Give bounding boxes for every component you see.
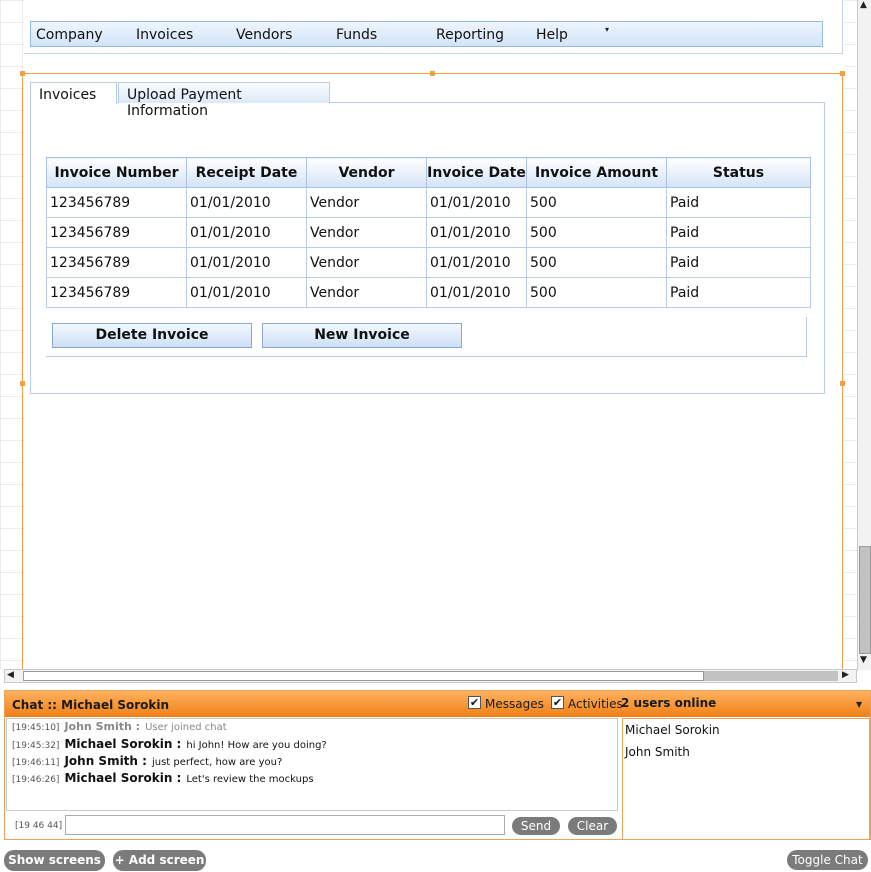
online-user[interactable]: John Smith — [625, 745, 690, 759]
horizontal-scroll-thumb[interactable] — [23, 671, 704, 681]
resize-handle[interactable] — [840, 71, 845, 76]
table-row[interactable] — [47, 188, 811, 218]
online-users-list — [622, 718, 870, 840]
message-text: just perfect, how are you? — [151, 757, 283, 768]
send-button[interactable]: Send — [512, 817, 560, 835]
table-row[interactable] — [47, 248, 811, 278]
table-header-row — [47, 158, 811, 188]
online-user[interactable]: Michael Sorokin — [625, 723, 720, 737]
column-header[interactable]: Vendor — [307, 158, 427, 188]
menu-invoices[interactable]: Invoices — [136, 27, 194, 43]
message-time: [19:45:32] — [12, 741, 60, 751]
scroll-up-icon[interactable]: ▲ — [860, 0, 867, 10]
message-user: Michael Sorokin : — [64, 771, 182, 785]
table-cell: 01/01/2010 — [427, 278, 527, 308]
table-cell: Vendor — [307, 188, 427, 218]
vertical-scrollbar[interactable] — [857, 0, 871, 670]
table-cell: 500 — [527, 248, 667, 278]
table-row[interactable] — [47, 218, 811, 248]
table-cell: 500 — [527, 188, 667, 218]
message-user: John Smith : — [64, 754, 147, 768]
table-row[interactable] — [47, 278, 811, 308]
table-cell: Paid — [667, 248, 811, 278]
menu-vendors[interactable]: Vendors — [236, 27, 293, 43]
message-text: hi John! How are you doing? — [186, 740, 327, 751]
invoices-table — [46, 157, 811, 308]
table-cell: 01/01/2010 — [187, 278, 307, 308]
chat-messages — [6, 718, 618, 811]
chat-menu-chevron-icon[interactable]: ▼ — [856, 700, 863, 709]
table-cell: 01/01/2010 — [427, 188, 527, 218]
table-button-row — [46, 317, 807, 357]
scroll-down-icon[interactable]: ▼ — [860, 655, 867, 665]
delete-invoice-button[interactable]: Delete Invoice — [52, 323, 252, 348]
chat-message — [12, 771, 314, 785]
messages-checkbox[interactable]: ✔ — [469, 696, 480, 709]
activities-checkbox[interactable]: ✔ — [552, 696, 563, 709]
users-online-count: 2 users online — [621, 696, 717, 710]
chat-title: Chat :: Michael Sorokin — [12, 698, 170, 712]
message-time: [19:45:10] — [12, 723, 60, 733]
menu-help[interactable]: Help — [536, 27, 568, 43]
horizontal-scrollbar[interactable] — [4, 669, 857, 683]
column-header[interactable]: Invoice Date — [427, 158, 527, 188]
horizontal-scroll-track[interactable] — [704, 671, 838, 681]
table-cell: 500 — [527, 278, 667, 308]
menu-dropdown-icon[interactable]: ▾ — [605, 25, 610, 34]
resize-handle[interactable] — [430, 71, 435, 76]
tab-invoices[interactable]: Invoices — [30, 82, 117, 104]
menu-frame — [24, 0, 843, 54]
new-invoice-button[interactable]: New Invoice — [262, 323, 462, 348]
chat-message — [12, 737, 327, 751]
input-timestamp: [19 46 44] — [15, 821, 63, 831]
chat-message — [12, 754, 282, 768]
add-screen-button[interactable]: + Add screen — [113, 850, 206, 871]
message-time: [19:46:11] — [12, 758, 60, 768]
chat-message — [12, 720, 227, 733]
column-header[interactable]: Invoice Number — [47, 158, 187, 188]
column-header[interactable]: Status — [667, 158, 811, 188]
chat-panel — [4, 690, 871, 840]
table-cell: Paid — [667, 278, 811, 308]
table-cell: 01/01/2010 — [187, 218, 307, 248]
message-text: Let's review the mockups — [186, 774, 314, 785]
tab-upload-payment-information[interactable]: Upload Payment Information — [118, 82, 330, 103]
table-cell: 01/01/2010 — [187, 188, 307, 218]
chat-message-input[interactable] — [65, 815, 505, 835]
resize-handle[interactable] — [20, 71, 25, 76]
table-cell: 123456789 — [47, 218, 187, 248]
scroll-left-icon[interactable]: ◀ — [7, 670, 14, 680]
toggle-chat-button[interactable]: Toggle Chat — [787, 850, 868, 870]
table-cell: Vendor — [307, 218, 427, 248]
column-header[interactable]: Invoice Amount — [527, 158, 667, 188]
table-cell: Paid — [667, 188, 811, 218]
activities-checkbox-label[interactable]: Activities — [568, 697, 623, 711]
resize-handle[interactable] — [20, 381, 25, 386]
messages-checkbox-label[interactable]: Messages — [485, 697, 544, 711]
menu-bar — [30, 21, 823, 47]
message-text: User joined chat — [145, 722, 227, 733]
table-cell: 123456789 — [47, 188, 187, 218]
table-cell: 500 — [527, 218, 667, 248]
vertical-scroll-thumb[interactable] — [859, 546, 871, 654]
column-header[interactable]: Receipt Date — [187, 158, 307, 188]
clear-button[interactable]: Clear — [568, 817, 617, 835]
table-cell: 01/01/2010 — [427, 218, 527, 248]
menu-company[interactable]: Company — [36, 27, 103, 43]
table-cell: 01/01/2010 — [427, 248, 527, 278]
scroll-right-icon[interactable]: ▶ — [842, 670, 849, 680]
table-cell: Vendor — [307, 278, 427, 308]
menu-funds[interactable]: Funds — [336, 27, 378, 43]
message-time: [19:46:26] — [12, 775, 60, 785]
show-screens-button[interactable]: Show screens — [4, 850, 105, 871]
table-cell: 123456789 — [47, 248, 187, 278]
table-cell: 123456789 — [47, 278, 187, 308]
table-cell: Paid — [667, 218, 811, 248]
table-cell: 01/01/2010 — [187, 248, 307, 278]
resize-handle[interactable] — [840, 381, 845, 386]
menu-reporting[interactable]: Reporting — [436, 27, 505, 43]
chat-header — [5, 691, 870, 717]
table-cell: Vendor — [307, 248, 427, 278]
message-user: Michael Sorokin : — [64, 737, 182, 751]
message-user: John Smith : — [64, 720, 141, 733]
